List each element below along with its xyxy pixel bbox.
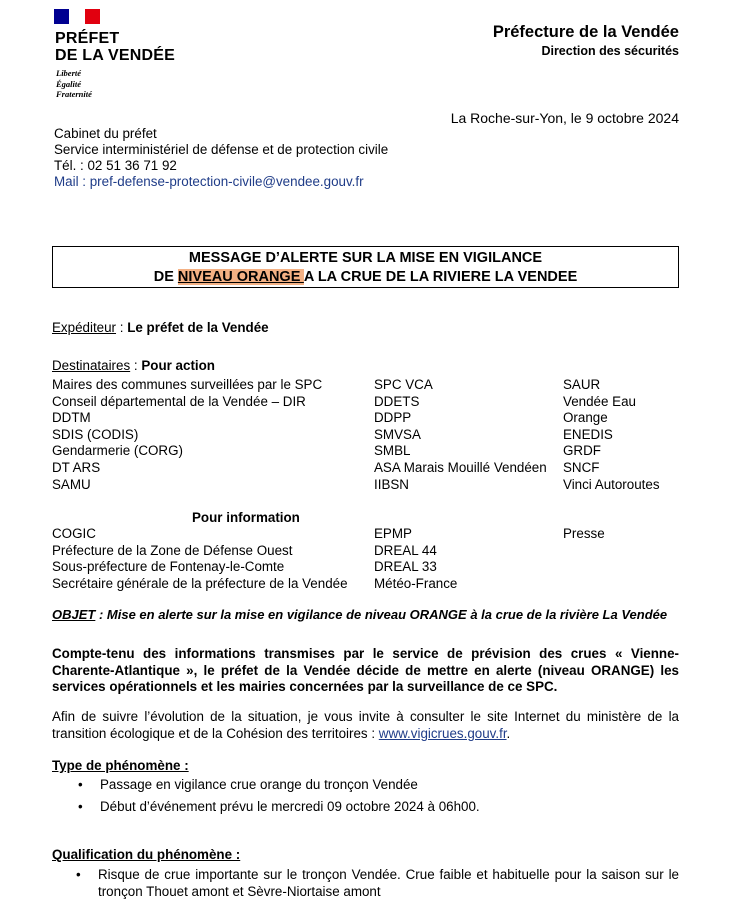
type-phenomene-list: [78, 774, 480, 818]
info-list-col1: COGIC Préfecture de la Zone de Défense Ouest Sous-préfecture de Fontenay-le-Comte Secrétaire générale de la préfecture de la Vendée: [52, 526, 348, 591]
prefet-logo-text: PRÉFET DE LA VENDÉE: [55, 30, 176, 64]
action-list-col3: SAUR Vendée Eau Orange ENEDIS GRDF SNCF Vinci Autoroutes: [563, 377, 660, 492]
alert-title-line1: MESSAGE D’ALERTE SUR LA MISE EN VIGILANCE: [188, 250, 543, 266]
qualification-title: Qualification du phénomène :: [52, 847, 241, 862]
list-item: • Début d’événement prévu le mercredi 09 octobre 2024 à 06h00.: [78, 796, 480, 818]
date-line: La Roche-sur-Yon, le 9 octobre 2024: [450, 110, 679, 126]
paragraph-alert-decision: Compte-tenu des informations transmises par le service de prévision des crues « Vienne-Charente-Atlantique », le préfet de la Vendée décide de mettre en alerte (niveau ORANGE) les services opérationnels et les mairies concernées par la surveillance de ce SPC.: [52, 646, 679, 695]
orange-level-highlight: NIVEAU ORANGE: [177, 269, 304, 285]
republic-motto: Liberté Égalité Fraternité: [56, 68, 92, 99]
prefecture-title: Préfecture de la Vendée: [492, 23, 679, 41]
vigicrues-link[interactable]: www.vigicrues.gouv.fr: [378, 725, 507, 741]
phone-line: Tél. : 02 51 36 71 92: [54, 158, 177, 173]
type-phenomene-title: Type de phénomène :: [52, 758, 189, 773]
info-list-col2: EPMP DREAL 44 DREAL 33 Météo-France: [374, 526, 458, 591]
alert-title-line2: DE NIVEAU ORANGE A LA CRUE DE LA RIVIERE LA VENDEE: [153, 269, 578, 285]
cabinet-line: Cabinet du préfet: [54, 126, 157, 141]
sender-block: [54, 126, 388, 190]
mail-line[interactable]: Mail : pref-defense-protection-civile@vendee.gouv.fr: [54, 174, 364, 189]
destinataires-heading: Destinataires : Pour action: [52, 358, 215, 373]
qualification-list: [76, 866, 679, 900]
list-item: • Risque de crue importante sur le tronçon Vendée. Crue faible et habituelle pour la saison sur le tronçon Thouet amont et Sèvre-Niortaise amont: [76, 866, 679, 900]
direction-subtitle: Direction des sécurités: [541, 44, 679, 58]
action-list-col1: Maires des communes surveillées par le SPC Conseil départemental de la Vendée – DIR DDTM SDIS (CODIS) Gendarmerie (CORG) DT ARS SAMU: [52, 377, 323, 492]
pour-information-heading: Pour information: [192, 510, 300, 525]
alert-title-box: [52, 246, 679, 288]
objet-line: OBJET : Mise en alerte sur la mise en vigilance de niveau ORANGE à la crue de la rivière La Vendée: [52, 607, 668, 622]
service-line: Service interministériel de défense et de protection civile: [54, 142, 389, 157]
republic-flag-logo: [54, 9, 100, 24]
list-item: • Passage en vigilance crue orange du tronçon Vendée: [78, 774, 480, 796]
expediteur-line: Expéditeur : Le préfet de la Vendée: [52, 320, 269, 335]
action-list-col2: SPC VCA DDETS DDPP SMVSA SMBL ASA Marais Mouillé Vendéen IIBSN: [374, 377, 547, 492]
info-list-col3: Presse: [563, 526, 605, 541]
paragraph-vigicrues: Afin de suivre l’évolution de la situation, je vous invite à consulter le site Internet du ministère de la transition écologique et de la Cohésion des territoires : www.vigicrues.gouv.fr.: [52, 709, 679, 741]
